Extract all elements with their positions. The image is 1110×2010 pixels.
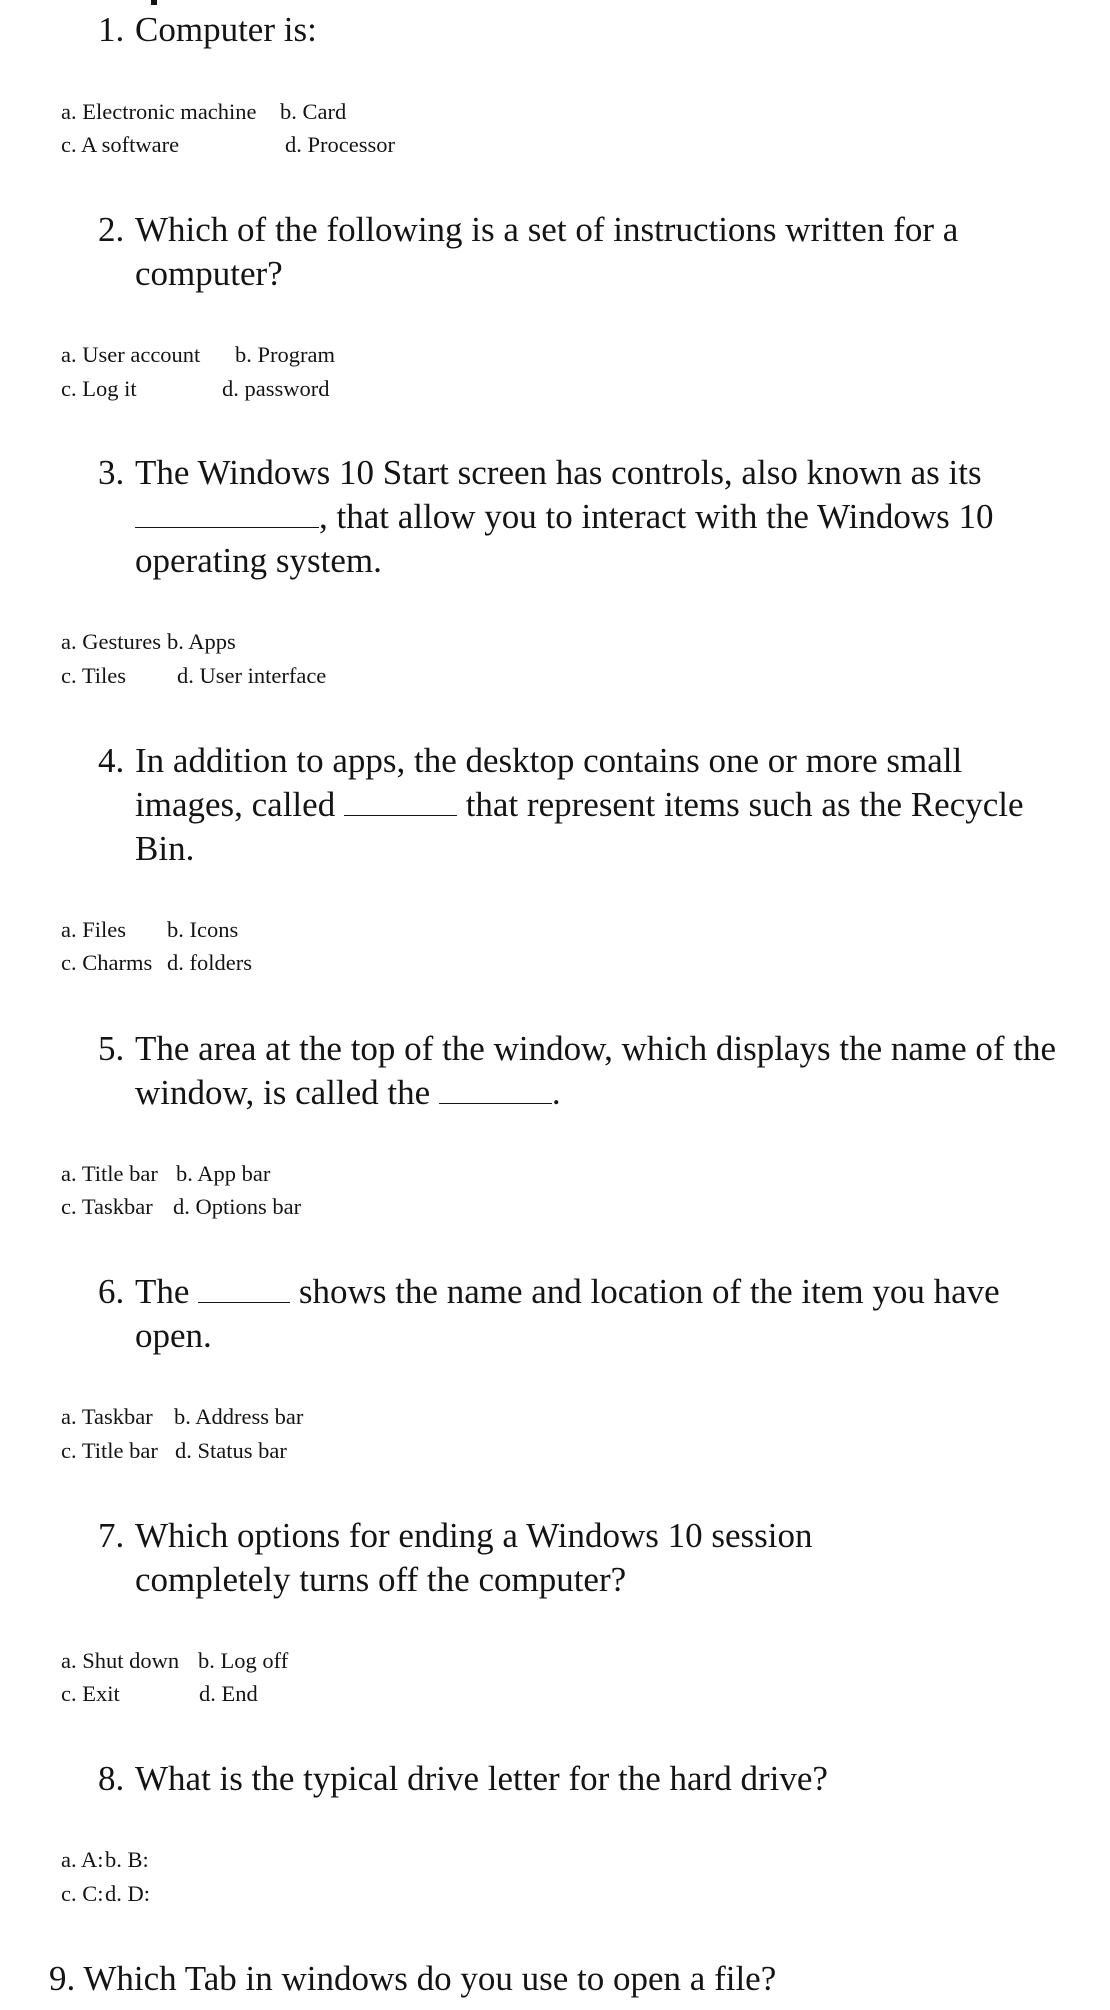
question-text-after: . xyxy=(551,1073,561,1112)
question-7 xyxy=(98,1514,1078,1602)
option-a: a. Title bar xyxy=(61,1161,158,1186)
option-c: c. A software xyxy=(61,132,180,157)
question-4 xyxy=(98,739,1078,871)
option-b: b. App bar xyxy=(176,1161,271,1186)
answer-blank xyxy=(198,1272,290,1303)
question-number: 3. xyxy=(98,453,125,492)
question-text-after: that represent items such as the Recycle Bin. xyxy=(135,785,1024,868)
question-text: Which options for ending a Windows 10 session completely turns off the computer? xyxy=(135,1516,813,1599)
option-c: c. Taskbar xyxy=(61,1194,153,1219)
option-b: b. Card xyxy=(280,99,347,124)
option-b: b. B: xyxy=(105,1847,149,1872)
option-a: a. Taskbar xyxy=(61,1404,153,1429)
question-number: 8. xyxy=(98,1759,125,1798)
question-5 xyxy=(98,1027,1078,1115)
option-c: c. Exit xyxy=(61,1681,120,1706)
question-text-before: In addition to apps, the desktop contains one or more small images, called xyxy=(135,741,963,824)
question-text xyxy=(98,1270,1078,1358)
question-text: Which Tab in windows do you use to open a file? xyxy=(83,1959,777,1998)
option-b: b. Log off xyxy=(198,1648,289,1673)
question-1 xyxy=(98,8,1078,52)
question-3 xyxy=(98,451,1078,583)
option-a: a. Electronic machine xyxy=(61,99,257,124)
cut-off-heading-fragment xyxy=(151,0,157,5)
question-text: What is the typical drive letter for the hard drive? xyxy=(135,1759,828,1798)
option-d: d. Processor xyxy=(285,132,395,157)
question-number: 2. xyxy=(98,210,125,249)
answer-blank xyxy=(135,497,319,528)
question-number: 4. xyxy=(98,741,125,780)
option-d: d. Options bar xyxy=(173,1194,302,1219)
answer-blank xyxy=(439,1073,552,1104)
question-text: Which of the following is a set of instructions written for a computer? xyxy=(135,210,959,293)
option-d: d. password xyxy=(222,376,330,401)
option-a: a. Gestures xyxy=(61,629,161,654)
question-text-before: The Windows 10 Start screen has controls, also known as its xyxy=(135,453,982,492)
option-d: d. End xyxy=(199,1681,258,1706)
option-c: c. Log it xyxy=(61,376,137,401)
option-b: b. Address bar xyxy=(174,1404,304,1429)
question-number: 5. xyxy=(98,1029,125,1068)
question-number: 1. xyxy=(98,10,125,49)
option-d: d. folders xyxy=(167,950,252,975)
option-d: d. User interface xyxy=(177,663,327,688)
option-c: c. C: xyxy=(61,1881,104,1906)
question-text-after: shows the name and location of the item you have open. xyxy=(135,1272,1000,1355)
question-number: 9. xyxy=(49,1959,76,1998)
question-text xyxy=(98,739,1078,871)
question-text: Computer is: xyxy=(135,10,317,49)
option-a: a. User account xyxy=(61,342,201,367)
option-b: b. Icons xyxy=(167,917,239,942)
question-text xyxy=(98,1027,1078,1115)
question-text-before: The xyxy=(135,1272,190,1311)
option-a: a. Files xyxy=(61,917,126,942)
question-text-before: The area at the top of the window, which displays the name of the window, is called the xyxy=(135,1029,1057,1112)
question-6 xyxy=(98,1270,1078,1358)
question-text xyxy=(98,451,1078,583)
option-c: c. Title bar xyxy=(61,1438,158,1463)
question-2 xyxy=(98,208,1078,296)
question-9 xyxy=(49,1957,776,2001)
option-b: b. Apps xyxy=(167,629,236,654)
option-c: c. Charms xyxy=(61,950,153,975)
option-a: a. Shut down xyxy=(61,1648,180,1673)
question-number: 6. xyxy=(98,1272,125,1311)
question-text-after: , that allow you to interact with the Windows 10 operating system. xyxy=(135,497,994,580)
question-number: 7. xyxy=(98,1516,125,1555)
answer-blank xyxy=(344,785,457,816)
option-b: b. Program xyxy=(235,342,335,367)
question-8 xyxy=(98,1757,1078,1801)
option-d: d. D: xyxy=(105,1881,150,1906)
option-c: c. Tiles xyxy=(61,663,127,688)
option-a: a. A: xyxy=(61,1847,104,1872)
option-d: d. Status bar xyxy=(175,1438,287,1463)
